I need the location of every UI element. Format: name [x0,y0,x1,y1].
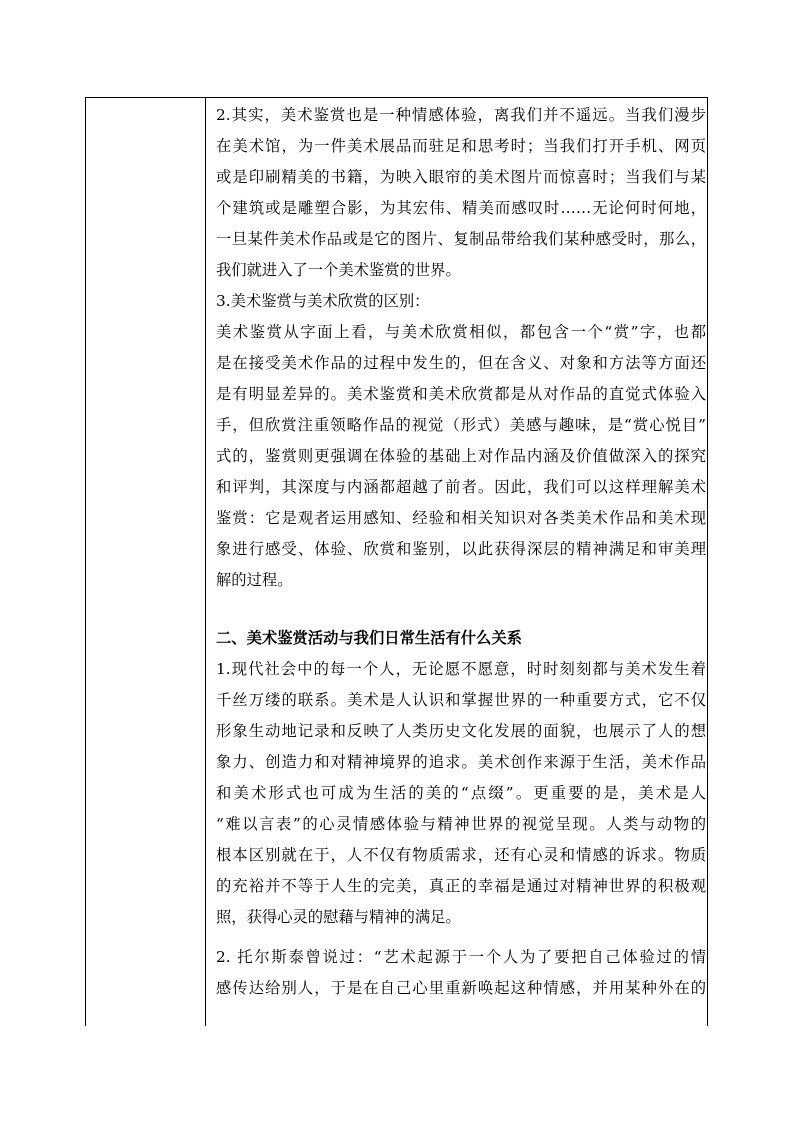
text-line: 式的，鉴赏则更强调在体验的基础上对作品内涵及价值做深入的探究 [216,447,706,465]
paragraph-difference-title: 3.美术鉴赏与美术欣赏的区别： [216,292,430,310]
lesson-content-cell [216,100,706,1004]
text-line: 象力、创造力和对精神境界的追求。美术创作来源于生活，美术作品 [216,753,706,771]
text-line: 2. 托尔斯泰曾说过：“艺术起源于一个人为了要把自己体验过的情 [216,948,706,966]
text-line: 或是印刷精美的书籍，为映入眼帘的美术图片而惊喜时；当我们与某 [216,168,706,186]
text-line-last: 解的过程。 [216,571,293,589]
text-line-last: 我们就进入了一个美术鉴赏的世界。 [216,261,461,279]
text-line: 个建筑或是雕塑合影，为其宏伟、精美而感叹时……无论何时何地， [216,199,706,217]
column-divider [205,98,206,1026]
paragraph-tolstoy [216,942,706,1004]
text-line: 感传达给别人，于是在自己心里重新唤起这种情感，并用某种外在的 [216,979,706,997]
text-line: 千丝万缕的联系。美术是人认识和掌握世界的一种重要方式，它不仅 [216,691,706,709]
text-line: 象进行感受、体验、欣赏和鉴别，以此获得深层的精神满足和审美理 [216,540,706,558]
text-line: 鉴赏：它是观者运用感知、经验和相关知识对各类美术作品和美术现 [216,509,706,527]
text-line: 形象生动地记录和反映了人类历史文化发展的面貌，也展示了人的想 [216,722,706,740]
spacer [216,933,706,942]
text-line-last: 照，获得心灵的慰藉与精神的满足。 [216,908,461,926]
text-line: 1.现代社会中的每一个人，无论愿不愿意，时时刻刻都与美术发生着 [216,660,706,678]
text-line: 一旦某件美术作品或是它的图片、复制品带给我们某种感受时，那么， [216,230,706,248]
paragraph-modern-society [216,654,706,933]
text-line: 的充裕并不等于人生的完美，真正的幸福是通过对精神世界的积极观 [216,877,706,895]
text-line: “难以言表”的心灵情感体验与精神世界的视觉呈现。人类与动物的 [216,815,706,833]
text-line: 手，但欣赏注重领略作品的视觉（形式）美感与趣味，是“赏心悦目” [216,416,706,434]
text-line: 和美术形式也可成为生活的美的“点缀”。更重要的是，美术是人 [216,784,706,802]
section-heading: 二、美术鉴赏活动与我们日常生活有什么关系 [216,629,522,647]
text-line: 和评判，其深度与内涵都超越了前者。因此，我们可以这样理解美术 [216,478,706,496]
spacer [216,596,706,623]
paragraph-aesthetic-experience [216,100,706,286]
paragraph-difference [216,317,706,596]
text-line: 2.其实，美术鉴赏也是一种情感体验，离我们并不遥远。当我们漫步 [216,106,706,124]
text-line: 在美术馆，为一件美术展品而驻足和思考时；当我们打开手机、网页 [216,137,706,155]
text-line: 是在接受美术作品的过程中发生的，但在含义、对象和方法等方面还 [216,354,706,372]
content-table [85,97,708,1026]
text-line: 是有明显差异的。美术鉴赏和美术欣赏都是从对作品的直觉式体验入 [216,385,706,403]
text-line: 根本区别就在于，人不仅有物质需求，还有心灵和情感的诉求。物质 [216,846,706,864]
text-line: 美术鉴赏从字面上看，与美术欣赏相似，都包含一个“赏”字，也都 [216,323,706,341]
